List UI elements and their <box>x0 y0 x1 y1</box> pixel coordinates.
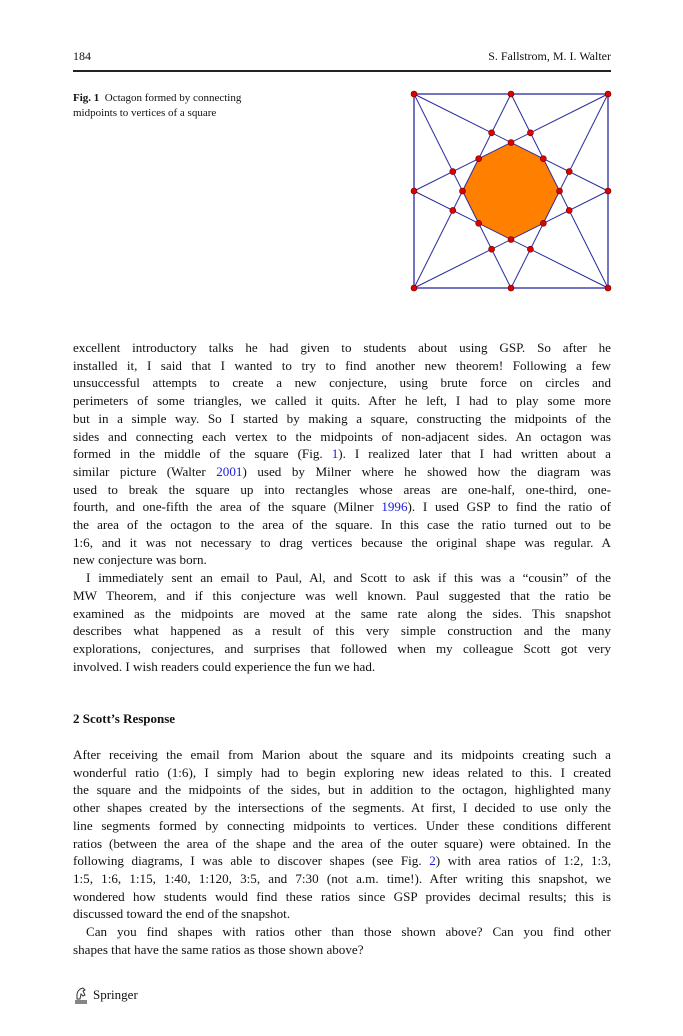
text-line <box>73 516 611 534</box>
text-segment: Can you find shapes with ratios other than those shown above? Can you find other <box>86 924 611 940</box>
point <box>411 188 417 194</box>
text-line <box>73 888 611 906</box>
point <box>489 130 495 136</box>
text-line <box>73 605 611 623</box>
point <box>476 156 482 162</box>
point <box>460 188 466 194</box>
citation-link[interactable]: 1996 <box>381 499 408 515</box>
section-2-body <box>73 746 611 958</box>
text-line <box>73 551 611 569</box>
text-line <box>73 357 611 375</box>
text-line <box>73 835 611 853</box>
text-line <box>73 622 611 640</box>
paragraph <box>73 746 611 923</box>
text-line <box>73 941 611 959</box>
text-line <box>73 640 611 658</box>
text-line <box>73 817 611 835</box>
text-line <box>73 569 611 587</box>
point <box>566 207 572 213</box>
text-segment: the square and the midpoints of the sides, but in addition to the octagon, highlighted many <box>73 782 611 798</box>
citation-link[interactable]: 2 <box>429 853 436 869</box>
text-segment: the area of the octagon to the area of the square. In this case the ratio turned out to be <box>73 517 611 533</box>
section-heading: 2 Scott’s Response <box>73 711 176 726</box>
text-line <box>73 498 611 516</box>
springer-horse-icon <box>73 986 89 1004</box>
text-segment: shapes that have the same ratios as those shown above? <box>73 941 364 957</box>
figure-caption <box>73 91 253 120</box>
text-segment: wonderful ratio (1:6), I simply had to begin exploring new ideas related to this. I created <box>73 764 611 780</box>
header-rule <box>73 70 611 72</box>
text-line <box>73 923 611 941</box>
text-segment: used to break the square up into rectangles whose areas are one-half, one-third, one- <box>73 481 611 497</box>
text-segment: I immediately sent an email to Paul, Al, and Scott to ask if this was a “cousin” of the <box>86 570 611 586</box>
point <box>508 140 514 146</box>
point <box>508 285 514 291</box>
text-segment: new conjecture was born. <box>73 552 207 568</box>
point <box>411 91 417 97</box>
text-line <box>73 428 611 446</box>
text-line <box>73 852 611 870</box>
text-segment: unsuccessful attempts to create a new conjecture, using brute force on circles and <box>73 375 611 391</box>
text-line <box>73 799 611 817</box>
text-line <box>73 658 611 676</box>
text-line <box>73 374 611 392</box>
point <box>508 237 514 243</box>
page-number: 184 <box>73 49 91 63</box>
text-line <box>73 339 611 357</box>
paragraph <box>73 569 611 675</box>
publisher-name: Springer <box>93 987 138 1002</box>
point <box>540 220 546 226</box>
text-segment: line segments formed by connecting midpoints to vertices. Under these conditions different <box>73 817 611 833</box>
point <box>566 169 572 175</box>
point <box>605 91 611 97</box>
text-line <box>73 445 611 463</box>
text-segment: describes what happened as a result of this very simple construction and the many <box>73 623 611 639</box>
text-segment: installed it, I said that I wanted to try to find another new theorem! Following a few <box>73 357 611 373</box>
text-segment: fourth, and one-fifth the area of the square (Milner <box>73 499 382 515</box>
text-segment: ). I used GSP to find the ratio of <box>407 499 611 515</box>
paragraph <box>73 339 611 569</box>
text-segment: but in a simple way. So I started by making a square, constructing the midpoints of the <box>73 410 611 426</box>
text-line <box>73 587 611 605</box>
text-line <box>73 870 611 888</box>
text-segment: examined as the midpoints are moved at the same rate along the sides. This snapshot <box>73 605 611 621</box>
text-line <box>73 463 611 481</box>
point <box>605 188 611 194</box>
point <box>489 246 495 252</box>
octagon-figure <box>406 86 616 296</box>
text-segment: ) with area ratios of 1:2, 1:3, <box>435 853 611 869</box>
text-segment: similar picture (Walter <box>73 463 217 479</box>
text-line <box>73 534 611 552</box>
point <box>557 188 563 194</box>
text-segment: involved. I wish readers could experience the fun we had. <box>73 658 376 674</box>
text-line <box>73 481 611 499</box>
text-line <box>73 392 611 410</box>
text-segment: excellent introductory talks he had given to students about using GSP. So after he <box>73 340 611 355</box>
text-segment: discussed toward the end of the snapshot. <box>73 906 291 922</box>
text-segment: 1:5, 1:6, 1:15, 1:40, 1:120, 3:5, and 7:30 (not a.m. time!). After writing this snapshot, we <box>73 870 611 886</box>
text-line <box>73 905 611 923</box>
footer <box>73 986 138 1004</box>
running-head-authors: S. Fallstrom, M. I. Walter <box>488 49 611 63</box>
text-line <box>73 764 611 782</box>
point <box>450 169 456 175</box>
text-segment: wondered how students would find these ratios since GSP provides decimal results; this is <box>73 888 611 904</box>
point <box>476 220 482 226</box>
text-segment: following diagrams, I was able to discover shapes (see Fig. <box>73 853 430 869</box>
text-segment: perimeters of some triangles, we called it quits. After he left, I had to play some more <box>73 393 611 409</box>
paragraph <box>73 923 611 958</box>
text-segment: other shapes created by the intersections of the segments. At first, I decided to use only the <box>73 800 611 816</box>
point <box>527 130 533 136</box>
text-segment: After receiving the email from Marion about the square and its midpoints creating such a <box>73 747 611 762</box>
point <box>540 156 546 162</box>
point <box>450 207 456 213</box>
citation-link[interactable]: 1 <box>331 446 339 462</box>
point <box>508 91 514 97</box>
citation-link[interactable]: 2001 <box>216 463 243 479</box>
text-line <box>73 781 611 799</box>
text-segment: ). I realized later that I had written about a <box>338 446 611 462</box>
point <box>605 285 611 291</box>
text-segment: explorations, conjectures, and surprises that followed when my colleague Scott got very <box>73 640 611 656</box>
point <box>527 246 533 252</box>
text-segment: formed in the middle of the square (Fig. <box>73 446 332 462</box>
figure-caption-text: Octagon formed by connecting midpoints to vertices of a square <box>73 92 242 119</box>
text-segment: ) used by Milner where he showed how the diagram was <box>242 463 612 479</box>
text-segment: MW Theorem, and if this conjecture was well known. Paul suggested that the ratio be <box>73 587 611 603</box>
point <box>411 285 417 291</box>
figure-label: Fig. 1 <box>73 92 100 104</box>
text-line <box>73 410 611 428</box>
text-segment: ratios (between the area of the shape and the area of the outer square) were obtained. In the <box>73 835 611 851</box>
text-line <box>73 746 611 764</box>
text-segment: 1:6, and it was not necessary to drag vertices because the original shape was regular. A <box>73 534 611 550</box>
section-1-body <box>73 339 611 675</box>
text-segment: sides and connecting each vertex to the midpoints of non-adjacent sides. An octagon was <box>73 428 611 444</box>
